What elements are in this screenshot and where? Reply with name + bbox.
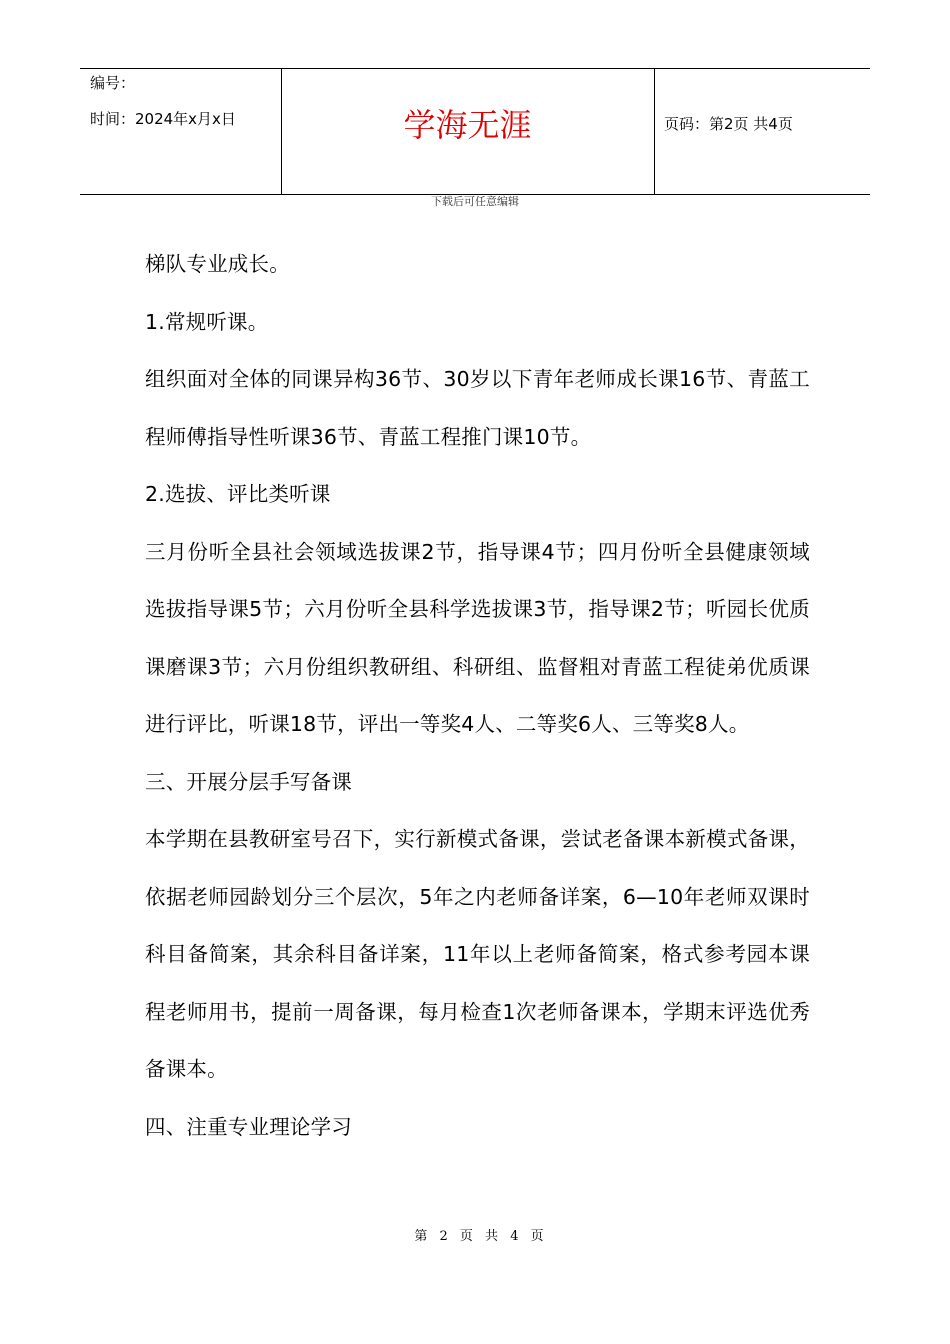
paragraph: 梯队专业成长。 xyxy=(145,252,290,276)
document-header xyxy=(80,68,870,195)
paragraph: 组织面对全体的同课异构36节、30岁以下青年老师成长课16节、青蓝工程师傅指导性听课36节、青蓝工程推门课10节。 xyxy=(145,367,810,449)
page-footer: 第 2 页 共 4 页 xyxy=(414,1229,546,1244)
brand-title: 学海无涯 xyxy=(403,106,532,144)
date-label: 时间：2024年x月x日 xyxy=(90,110,236,128)
editable-note: 下载后可任意编辑 xyxy=(431,195,519,208)
document-body xyxy=(145,236,810,1156)
serial-number-label: 编号： xyxy=(90,74,136,92)
section-heading: 四、注重专业理论学习 xyxy=(145,1114,352,1139)
paragraph: 三月份听全县社会领域选拔课2节，指导课4节；四月份听全县健康领域选拔指导课5节；六月份听全县科学选拔课3节，指导课2节；听园长优质课磨课3节；六月份组织教研组、科研组、监督粗对青蓝工程徒弟优质课进行评比，听课18节，评出一等奖4人、二等奖6人、三等奖8人。 xyxy=(145,539,810,736)
paragraph: 本学期在县教研室号召下，实行新模式备课，尝试老备课本新模式备课，依据老师园龄划分三个层次，5年之内老师备详案，6—10年老师双课时科目备简案，其余科目备详案，11年以上老师备简案，格式参考园本课程老师用书，提前一周备课，每月检查1次老师备课本，学期末评选优秀备课本。 xyxy=(145,827,810,1081)
header-divider xyxy=(654,69,655,194)
page-code-label: 页码：第2页 共4页 xyxy=(664,115,793,133)
section-heading: 三、开展分层手写备课 xyxy=(145,769,352,794)
paragraph: 2.选拔、评比类听课 xyxy=(145,482,331,506)
paragraph: 1.常规听课。 xyxy=(145,309,269,334)
